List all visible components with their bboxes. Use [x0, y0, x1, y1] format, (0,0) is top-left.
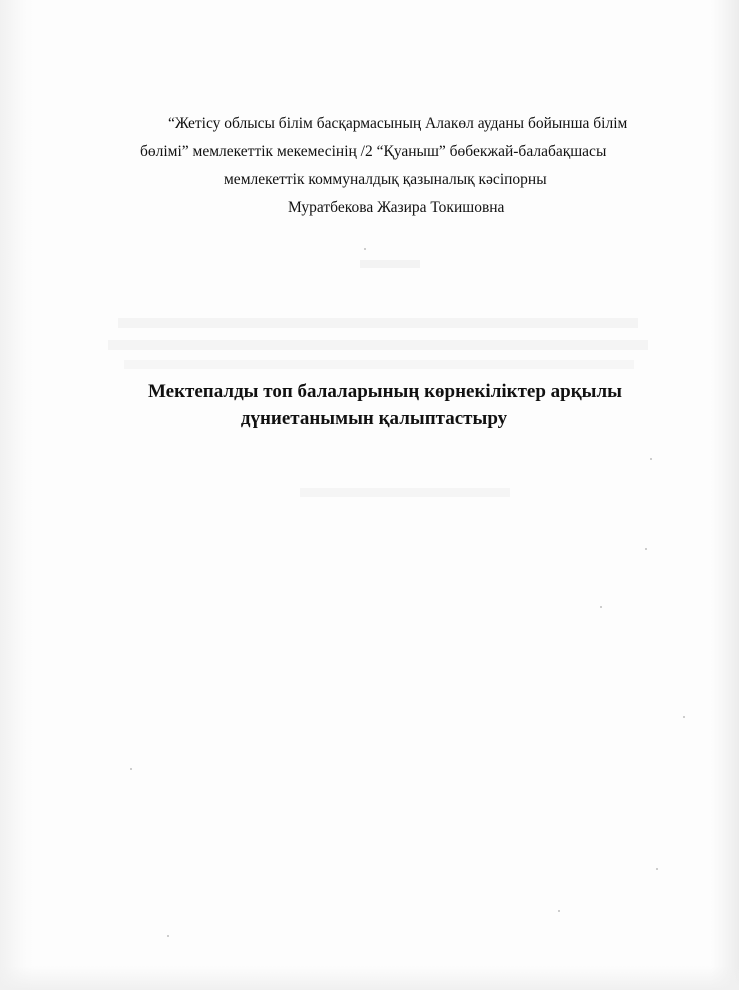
- dust-speck: [130, 768, 132, 770]
- dust-speck: [656, 868, 658, 870]
- institution-header: [100, 110, 660, 222]
- scan-edge-left: [0, 0, 34, 990]
- title-line-2: дүниетанымын қалыптастыру: [240, 408, 508, 429]
- dust-speck: [645, 548, 647, 550]
- header-line-3: мемлекеттік коммуналдық қазыналық кәсіпорны: [224, 171, 547, 188]
- author-name: Муратбекова Жазира Токишовна: [288, 199, 505, 216]
- header-line-2: бөлімі” мемлекеттік мекемесінің /2 “Қуаныш” бөбекжай-балабақшасы: [140, 143, 607, 160]
- document-title: [80, 378, 660, 432]
- dust-speck: [167, 935, 169, 937]
- dust-speck: [600, 606, 602, 608]
- header-line-1: “Жетісу облысы білім басқармасының Алакөл ауданы бойынша білім: [168, 115, 628, 132]
- dust-speck: [650, 458, 652, 460]
- bleed-through-mark: [108, 340, 648, 350]
- bleed-through-mark: [300, 488, 510, 497]
- scan-edge-right: [711, 0, 739, 990]
- dust-speck: [558, 910, 560, 912]
- scan-edge-bottom: [0, 966, 739, 990]
- bleed-through-mark: [360, 260, 420, 268]
- dust-speck: [683, 716, 685, 718]
- bleed-through-mark: [118, 318, 638, 328]
- title-line-1: Мектепалды топ балаларының көрнекіліктер арқылы: [147, 381, 623, 402]
- dust-speck: [364, 248, 366, 250]
- bleed-through-mark: [124, 360, 634, 369]
